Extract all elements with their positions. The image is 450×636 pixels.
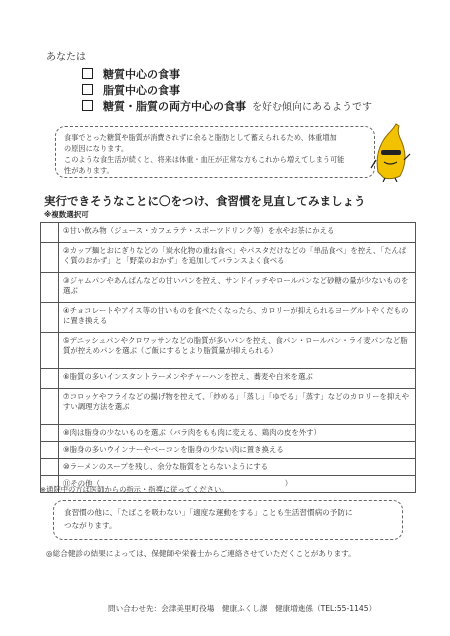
- table-row[interactable]: [41, 273, 416, 303]
- mark-cell[interactable]: [41, 243, 59, 273]
- banana-mascot-icon: [370, 122, 416, 182]
- choice-label: 糖質中心の食事: [103, 68, 180, 81]
- table-row[interactable]: [41, 459, 416, 476]
- mark-cell[interactable]: [41, 389, 59, 425]
- note-line: このような食生活が続くと、将来は体重・血圧が正常な方もこれから増えてしまう可能: [64, 155, 345, 164]
- checkbox-icon[interactable]: [82, 100, 93, 111]
- choice-label: 脂質中心の食事: [103, 84, 180, 97]
- item-text: ⑩ラーメンのスープを残し、余分な脂質をとらないようにする: [59, 459, 416, 476]
- table-row[interactable]: [41, 333, 416, 369]
- choice-suffix: を好む傾向にあるようです: [252, 102, 372, 113]
- note-line: つながります。: [64, 521, 117, 530]
- table-row[interactable]: [41, 442, 416, 459]
- item-text: ⑦コロッケやフライなどの揚げ物を控えて、「炒める」「蒸し」「ゆでる」「蒸す」などのカロリーを抑えやすい調理方法を選ぶ: [59, 389, 416, 425]
- table-row[interactable]: [41, 425, 416, 442]
- choice-carb[interactable]: [82, 66, 186, 82]
- note-line: の原因になります。: [64, 144, 129, 153]
- choice-label: 糖質・脂質の両方中心の食事: [103, 100, 246, 113]
- checkbox-icon[interactable]: [82, 68, 93, 79]
- item-text: ①甘い飲み物（ジュース・カフェラテ・スポーツドリンク等）を水やお茶にかえる: [59, 223, 416, 243]
- item-text: ⑪その他（ ）: [59, 476, 416, 493]
- choice-both[interactable]: [82, 98, 372, 114]
- table-row[interactable]: [41, 223, 416, 243]
- table-row[interactable]: [41, 369, 416, 389]
- habit-checklist: [40, 222, 416, 493]
- medical-footnote: ※通院中の方は医師からの指示・指導に従ってください。: [40, 485, 229, 494]
- item-text: ③ジャムパンやあんぱんなどの甘いパンを控え、サンドイッチやロールパンなど砂糖の量が少ないものを選ぶ: [59, 273, 416, 303]
- item-text: ⑧肉は脂身の少ないものを選ぶ（バラ肉をもも肉に変える、鶏肉の皮を外す）: [59, 425, 416, 442]
- mark-cell[interactable]: [41, 303, 59, 333]
- item-text: ⑥脂質の多いインスタントラーメンやチャーハンを控え、蕎麦や白米を選ぶ: [59, 369, 416, 389]
- mark-cell[interactable]: [41, 442, 59, 459]
- note-line: 食習慣の他に、「たばこを吸わない」「適度な運動をする」ことも生活習慣病の予防に: [64, 508, 353, 517]
- mark-cell[interactable]: [41, 459, 59, 476]
- mark-cell[interactable]: [41, 369, 59, 389]
- mark-cell[interactable]: [41, 273, 59, 303]
- table-row[interactable]: [41, 243, 416, 273]
- contact-info: 問い合わせ先：会津美里町役場 健康ふくし課 健康増進係（TEL:55-1145）: [108, 604, 377, 613]
- table-row[interactable]: [41, 389, 416, 425]
- contact-notice: ◎総合健診の結果によっては、保健師や栄養士からご連絡させていただくことがあります。: [46, 549, 356, 558]
- item-text: ⑨脂身の多いウインナーやベーコンを脂身の少ない肉に置き換える: [59, 442, 416, 459]
- note-line: 食事でとった糖質や脂質が消費されずに余ると脂肪として蓄えられるため、体重増加: [64, 133, 337, 142]
- choice-fat[interactable]: [82, 82, 186, 98]
- page-heading: 実行できそうなことに〇をつけ、食習慣を見直してみましょう: [44, 194, 366, 208]
- item-text: ⑤デニッシュパンやクロワッサンなどの脂質が多いパンを控え、食パン・ロールパン・ライ麦パンなど脂質が控えめパンを選ぶ（ご飯にするとより脂質量が抑えられる）: [59, 333, 416, 369]
- multi-select-note: ※複数選択可: [44, 210, 89, 219]
- lifestyle-note: [53, 500, 403, 540]
- intro-label: あなたは: [46, 52, 86, 63]
- mark-cell[interactable]: [41, 333, 59, 369]
- mark-cell[interactable]: [41, 223, 59, 243]
- mark-cell[interactable]: [41, 425, 59, 442]
- note-line: 性があります。: [64, 166, 114, 175]
- checkbox-icon[interactable]: [82, 84, 93, 95]
- table-row[interactable]: [41, 303, 416, 333]
- item-text: ④チョコレートやアイス等の甘いものを食べたくなったら、カロリーが抑えられるヨーグルトやくだものに置き換える: [59, 303, 416, 333]
- info-note: [55, 126, 375, 178]
- item-text: ②カップ麺とおにぎりなどの「炭水化物の重ね食べ」やパスタだけなどの「単品食べ」を控え、「たんぱく質のおかず」と「野菜のおかず」を追加してバランスよく食べる: [59, 243, 416, 273]
